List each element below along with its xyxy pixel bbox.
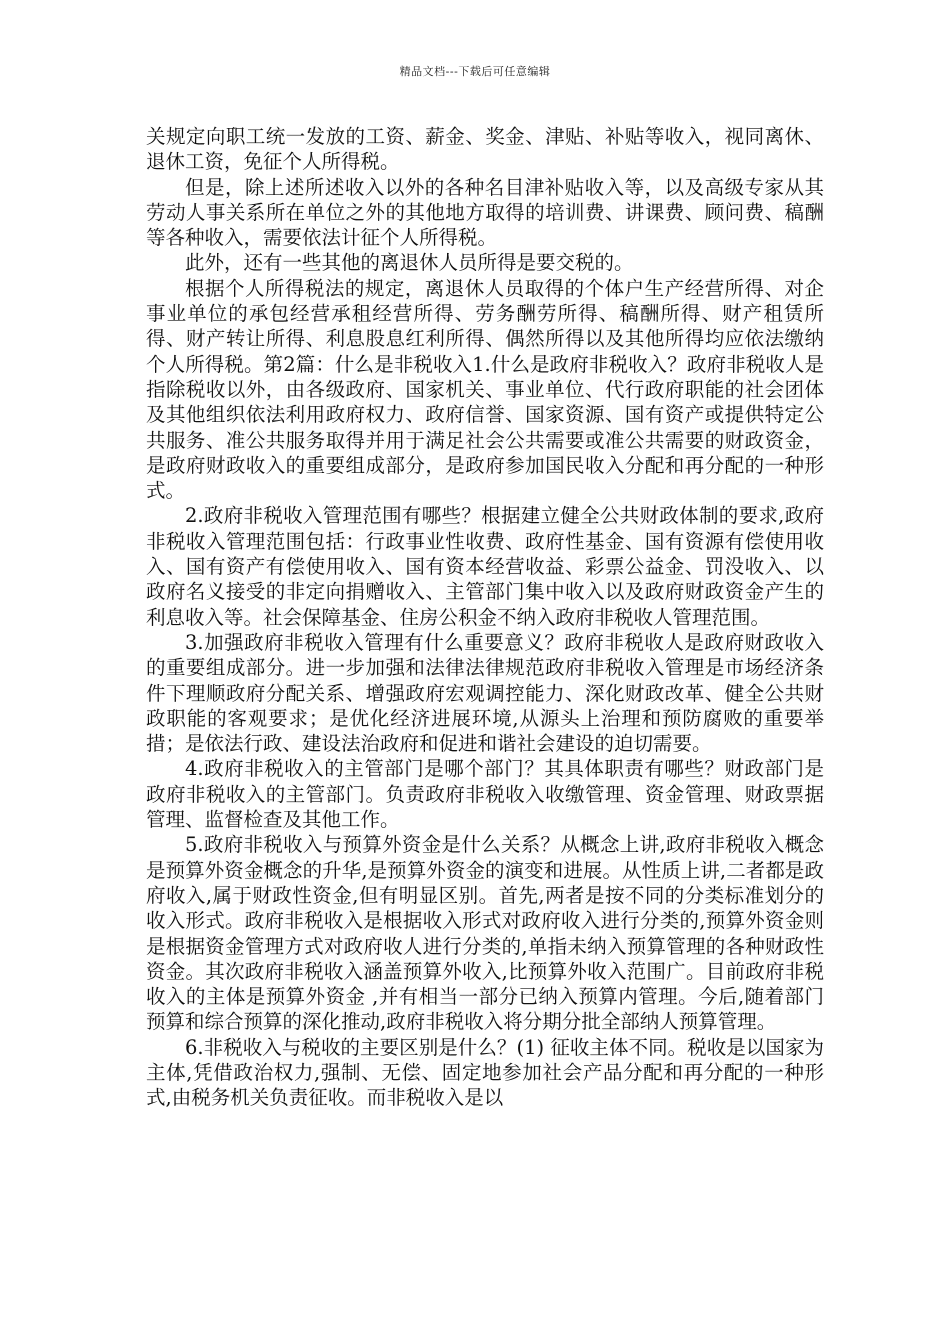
page-header: 精品文档---下载后可任意编辑 [399, 65, 551, 78]
paragraph: 2.政府非税收入管理范围有哪些？根据建立健全公共财政体制的要求,政府非税收入管理范围包括：行政事业性收费、政府性基金、国有资源有偿使用收入、国有资产有偿使用收入、国有资本经营收益、彩票公益金、罚没收入、以政府名义接受的非定向捐赠收入、主管部门集中收入以及政府财政资金产生的利息收入等。社会保障基金、住房公积金不纳入政府非税收人管理范围。 [146, 504, 824, 629]
paragraph: 3.加强政府非税收入管理有什么重要意义？政府非税收人是政府财政收入的重要组成部分。进一步加强和法律法律规范政府非税收入管理是市场经济条件下理顺政府分配关系、增强政府宏观调控能力、深化财政改革、健全公共财政职能的客观要求；是优化经济进展环境,从源头上治理和预防腐败的重要举措；是依法行政、建设法治政府和促进和谐社会建设的迫切需要。 [146, 630, 824, 756]
paragraph: 4.政府非税收入的主管部门是哪个部门？其具体职责有哪些？财政部门是政府非税收入的主管部门。负责政府非税收入收缴管理、资金管理、财政票据管理、监督检查及其他工作。 [146, 757, 824, 832]
paragraph: 根据个人所得税法的规定，离退休人员取得的个体户生产经营所得、对企事业单位的承包经营承租经营所得、劳务酬劳所得、稿酬所得、财产租赁所得、财产转让所得、利息股息红利所得、偶然所得以及其他所得均应依法缴纳个人所得税。第2篇：什么是非税收入1.什么是政府非税收入？政府非税收人是指除税收以外，由各级政府、国家机关、事业单位、代行政府职能的社会团体及其他组织依法利用政府权力、政府信誉、国家资源、国有资产或提供特定公共服务、准公共服务取得并用于满足社会公共需要或准公共需要的财政资金，是政府财政收入的重要组成部分，是政府参加国民收入分配和再分配的一种形式。 [146, 276, 824, 503]
paragraph-continuation: 关规定向职工统一发放的工资、薪金、奖金、津贴、补贴等收入，视同离休、退休工资，免征个人所得税。 [146, 125, 824, 174]
paragraph: 此外，还有一些其他的离退休人员所得是要交税的。 [185, 251, 634, 275]
paragraph: 但是，除上述所述收入以外的各种名目津补贴收入等，以及高级专家从其劳动人事关系所在单位之外的其他地方取得的培训费、讲课费、顾问费、稿酬等各种收入，需要依法计征个人所得税。 [146, 175, 824, 250]
paragraph: 5.政府非税收入与预算外资金是什么关系？从概念上讲,政府非税收入概念是预算外资金概念的升华,是预算外资金的演变和进展。从性质上讲,二者都是政府收入,属于财政性资金,但有明显区别。首先,两者是按不同的分类标准划分的收入形式。政府非税收入是根据收入形式对政府收入进行分类的,预算外资金则是根据资金管理方式对政府收人进行分类的,单指未纳入预算管理的各种财政性资金。其次政府非税收入涵盖预算外收入,比预算外收入范围广。目前政府非税收入的主体是预算外资金 ,并有相当一部分已纳入预算内管理。今后,随着部门预算和综合预算的深化推动,政府非税收入将分期分批全部纳人预算管理。 [146, 833, 824, 1034]
paragraph: 6.非税收入与税收的主要区别是什么？(1) 征收主体不同。税收是以国家为主体,凭借政治权力,强制、无偿、固定地参加社会产品分配和再分配的一种形式,由税务机关负责征收。而非税收入是以 [146, 1035, 824, 1110]
document-body [146, 124, 824, 1111]
